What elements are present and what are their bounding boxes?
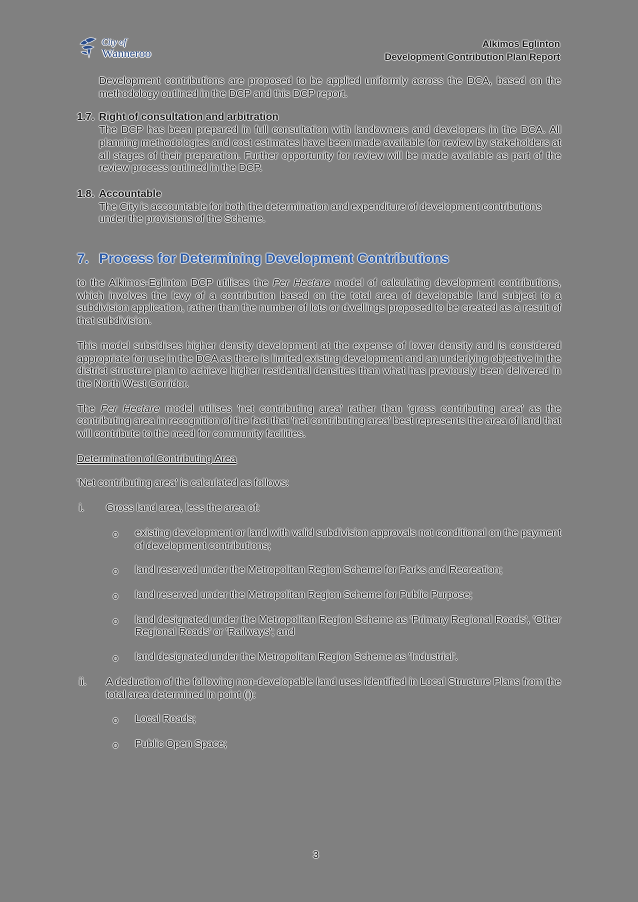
- section-1-7: [77, 112, 561, 176]
- list-item: [77, 528, 561, 553]
- chapter-number: 7.: [77, 250, 89, 267]
- bullet-circle-icon: o: [113, 739, 119, 750]
- paragraph-net-contributing-area: [77, 404, 561, 442]
- chapter-title: Process for Determining Development Contributions: [99, 250, 450, 267]
- list-item-i: [77, 503, 561, 516]
- list-item: [77, 739, 561, 752]
- paragraph-density-subsidy: This model subsidises higher density development at the expense of lower density and is considered appropriate for use in the DCA as there is limited existing development and an underlying objective in the district structure plan to achieve higher residential densities than what has previously been delivered in the North West Corridor.: [77, 340, 561, 390]
- bullet-circle-icon: o: [113, 653, 119, 664]
- subheading-contributing-area: Determination of Contributing Area: [77, 453, 237, 465]
- section-title: Right of consultation and arbitration: [99, 112, 279, 124]
- list-item-ii: [77, 677, 561, 702]
- document-header: [385, 38, 560, 64]
- logo-line-2: Wanneroo: [102, 46, 152, 60]
- list-item: [77, 652, 561, 665]
- italic-term: Per Hectare: [272, 278, 331, 290]
- bullet-circle-icon: o: [113, 715, 119, 726]
- section-number: 1.7.: [77, 112, 95, 124]
- italic-term: Per Hectare: [100, 403, 160, 415]
- bullet-text: Local Roads;: [135, 714, 196, 726]
- text-run: model of calculating development contributions, which involves the levy of a contribution based on the total area of developable land subject to a subdivision application, rather than the number of lots or dwellings proposed to be created as a result of that subdivision.: [77, 278, 561, 328]
- bullet-text: land designated under the Metropolitan Region Scheme as 'Industrial'.: [135, 652, 458, 664]
- net-area-intro: 'Net contributing area' is calculated as follows:: [77, 478, 289, 490]
- page-number: 3: [313, 850, 319, 861]
- header-title-line-1: Alkimos Eglinton: [482, 39, 560, 50]
- text-run: The: [77, 403, 101, 415]
- text-run: model utilises 'net contributing area' rather than 'gross contributing area' as the contributing area in recognition of the fact that 'net contributing area' best represents the area of land that will contribute to the need for community facilities.: [77, 403, 561, 441]
- section-body: The DCP has been prepared in full consultation with landowners and developers in the DCA. All planning methodologies and cost estimates have been made available for review by stakeholders at all stages of their preparation. Further opportunity for review will be made available as part of the review process outlined in the DCP.: [99, 125, 561, 175]
- bullet-text: land reserved under the Metropolitan Region Scheme for Public Purpose;: [135, 589, 473, 601]
- bullet-circle-icon: o: [113, 590, 119, 601]
- header-title-line-2: Development Contribution Plan Report: [384, 52, 560, 63]
- bullet-circle-icon: o: [113, 615, 119, 626]
- section-heading: [77, 112, 561, 125]
- bullet-text: Public Open Space;: [135, 738, 227, 750]
- city-logo: [78, 33, 152, 63]
- section-number: 1.8.: [77, 188, 95, 200]
- list-item: [77, 590, 561, 603]
- paragraph-per-hectare-model: [77, 278, 561, 329]
- list-marker: ii.: [79, 676, 87, 688]
- list-text: A deduction of the following non-developable land uses identified in Local Structure Plans from the total area determined in point (i):: [106, 676, 561, 701]
- list-item: [77, 615, 561, 640]
- list-marker: i.: [79, 503, 85, 515]
- intro-paragraph: Development contributions are proposed to be applied uniformly across the DCA, based on the methodology outlined in the DCP and this DCP report.: [99, 76, 561, 100]
- city-of-wanneroo-logo-icon: [78, 36, 100, 60]
- list-item: [77, 565, 561, 578]
- section-body: The City is accountable for both the determination and expenditure of development contributions under the provisions of the Scheme.: [99, 201, 542, 226]
- bullet-text: land designated under the Metropolitan Region Scheme as 'Primary Regional Roads', 'Other Regional Roads' or 'Railways'; and: [135, 614, 561, 639]
- page-content: [77, 76, 561, 752]
- logo-line-1: City of: [102, 37, 127, 47]
- bullet-text: existing development or land with valid subdivision approvals not conditional on the payment of development contributions;: [135, 527, 561, 552]
- section-title: Accountable: [99, 188, 162, 200]
- chapter-heading: [77, 249, 561, 267]
- text-run: to the Alkimos-Eglinton DCP utilises the: [77, 278, 273, 290]
- section-1-8: [77, 189, 561, 227]
- list-item: [77, 714, 561, 727]
- section-heading: [77, 189, 561, 202]
- bullet-circle-icon: o: [113, 566, 119, 577]
- list-text: Gross land area, less the area of:: [106, 503, 260, 515]
- bullet-circle-icon: o: [113, 528, 119, 539]
- bullet-text: land reserved under the Metropolitan Region Scheme for Parks and Recreation;: [135, 565, 503, 577]
